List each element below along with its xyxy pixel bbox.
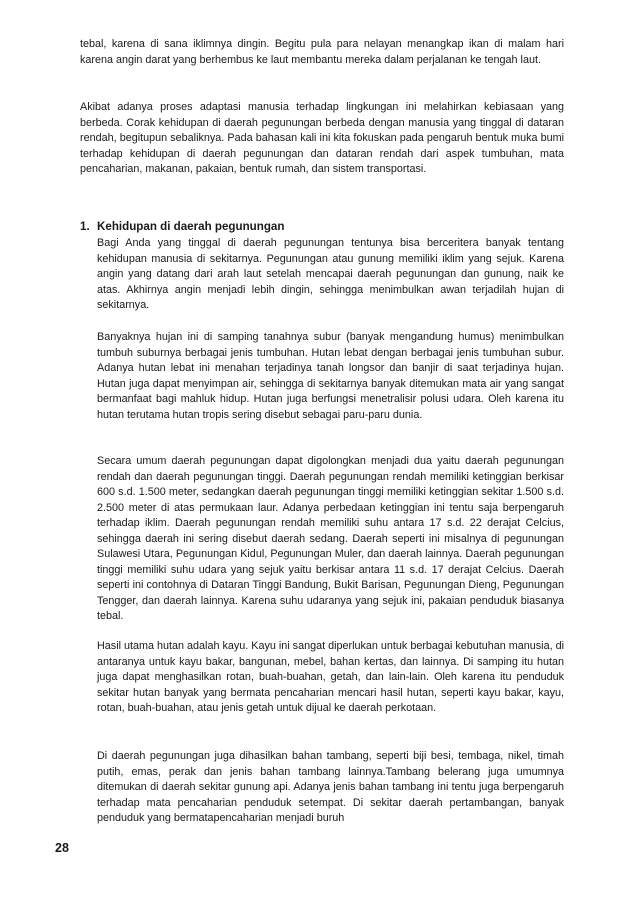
section-heading	[80, 219, 564, 234]
section-paragraph-2: Banyaknya hujan ini di samping tanahnya subur (banyak mengandung humus) menimbulkan tumbuh suburnya berbagai jenis tumbuhan. Hutan lebat dengan berbagai jenis tumbuhan subur. Adanya hutan lebat ini menahan terjadinya tanah longsor dan banjir di saat terjadinya hujan. Hutan juga dapat menyimpan air, sehingga di sekitarnya banyak ditemukan mata air yang sangat bermanfaat bagi mahluk hidup. Hutan juga berfungsi menetralisir polusi udara. Oleh karena itu hutan terutama hutan tropis sering disebut sebagai paru-paru dunia.	[97, 331, 564, 421]
section-paragraph-5: Di daerah pegunungan juga dihasilkan bahan tambang, seperti biji besi, tembaga, nikel, timah putih, emas, perak dan jenis bahan tambang lainnya.Tambang belerang juga umumnya ditemukan di daerah sekitar gunung api. Adanya jenis bahan tambang ini tentu juga berpengaruh terhadap mata pencaharian penduduk setempat. Di sekitar daerah pertambangan, banyak penduduk yang bermatapencaharian menjadi buruh	[97, 750, 564, 824]
intro-paragraph-continued: tebal, karena di sana iklimnya dingin. Begitu pula para nelayan menangkap ikan di malam hari karena angin darat yang berhembus ke laut membantu mereka dalam perjalanan ke tengah laut.	[80, 38, 564, 66]
section-number: 1.	[80, 220, 90, 233]
intro-paragraph: Akibat adanya proses adaptasi manusia terhadap lingkungan ini melahirkan kebiasaan yang berbeda. Corak kehidupan di daerah pegunungan berbeda dengan manusia yang tinggal di dataran rendah, begitupun sebaliknya. Pada bahasan kali ini kita fokuskan pada pengaruh bentuk muka bumi terhadap kehidupan di daerah pegunungan dan dataran rendah dari aspek tumbuhan, mata pencaharian, makanan, pakaian, bentuk rumah, dan sistem transportasi.	[80, 101, 564, 175]
section-title: Kehidupan di daerah pegunungan	[97, 220, 285, 233]
section-paragraph-3: Secara umum daerah pegunungan dapat digolongkan menjadi dua yaitu daerah pegunungan rendah dan daerah pegunungan tinggi. Daerah pegunungan rendah memiliki ketinggian berkisar 600 s.d. 1.500 meter, sedangkan daerah pegunungan tinggi memiliki ketinggian sekitar 1.500 s.d. 2.500 meter di atas permukaan laur. Adanya perbedaan ketinggian ini tentu saja berpengaruh terhadap iklim. Daerah pegunungan rendah memiliki suhu antara 17 s.d. 22 derajat Celcius, sehingga daerah ini sering disebut daerah sedang. Daerah seperti ini misalnya di pegunungan Sulawesi Utara, Pegunungan Kidul, Pegunungan Muler, dan daerah lainnya. Daerah pegunungan tinggi memiliki suhu udara yang sejuk yaitu berkisar antara 11 s.d. 17 derajat Celcius. Daerah seperti ini contohnya di Dataran Tinggi Bandung, Bukit Barisan, Pegunungan Dieng, Pegunungan Tengger, dan daerah lainnya. Karena suhu udaranya yang sejuk ini, pakaian penduduk biasanya tebal.	[97, 455, 564, 622]
page-number: 28	[55, 841, 69, 855]
section-paragraph-1: Bagi Anda yang tinggal di daerah pegunungan tentunya bisa berceritera banyak tentang kehidupan manusia di sekitarnya. Pegunungan atau gunung memiliki iklim yang sejuk. Karena angin yang datang dari arah laut setelah mencapai daerah pegunungan dan gunung, naik ke atas. Akhirnya angin menjadi lebih dingin, sehingga menimbulkan awan terjadilah hujan di sekitarnya.	[97, 237, 564, 311]
section-paragraph-4: Hasil utama hutan adalah kayu. Kayu ini sangat diperlukan untuk berbagai kebutuhan manusia, di antaranya untuk kayu bakar, bangunan, mebel, bahan kertas, dan lainnya. Di samping itu hutan juga dapat menghasilkan rotan, buah-buahan, getah, dan lain-lain. Oleh karena itu penduduk sekitar hutan banyak yang bermata pencaharian mencari hasil hutan, seperti kayu bakar, kayu, rotan, buah-buahan, atau jenis getah untuk dijual ke daerah perkotaan.	[97, 640, 564, 714]
